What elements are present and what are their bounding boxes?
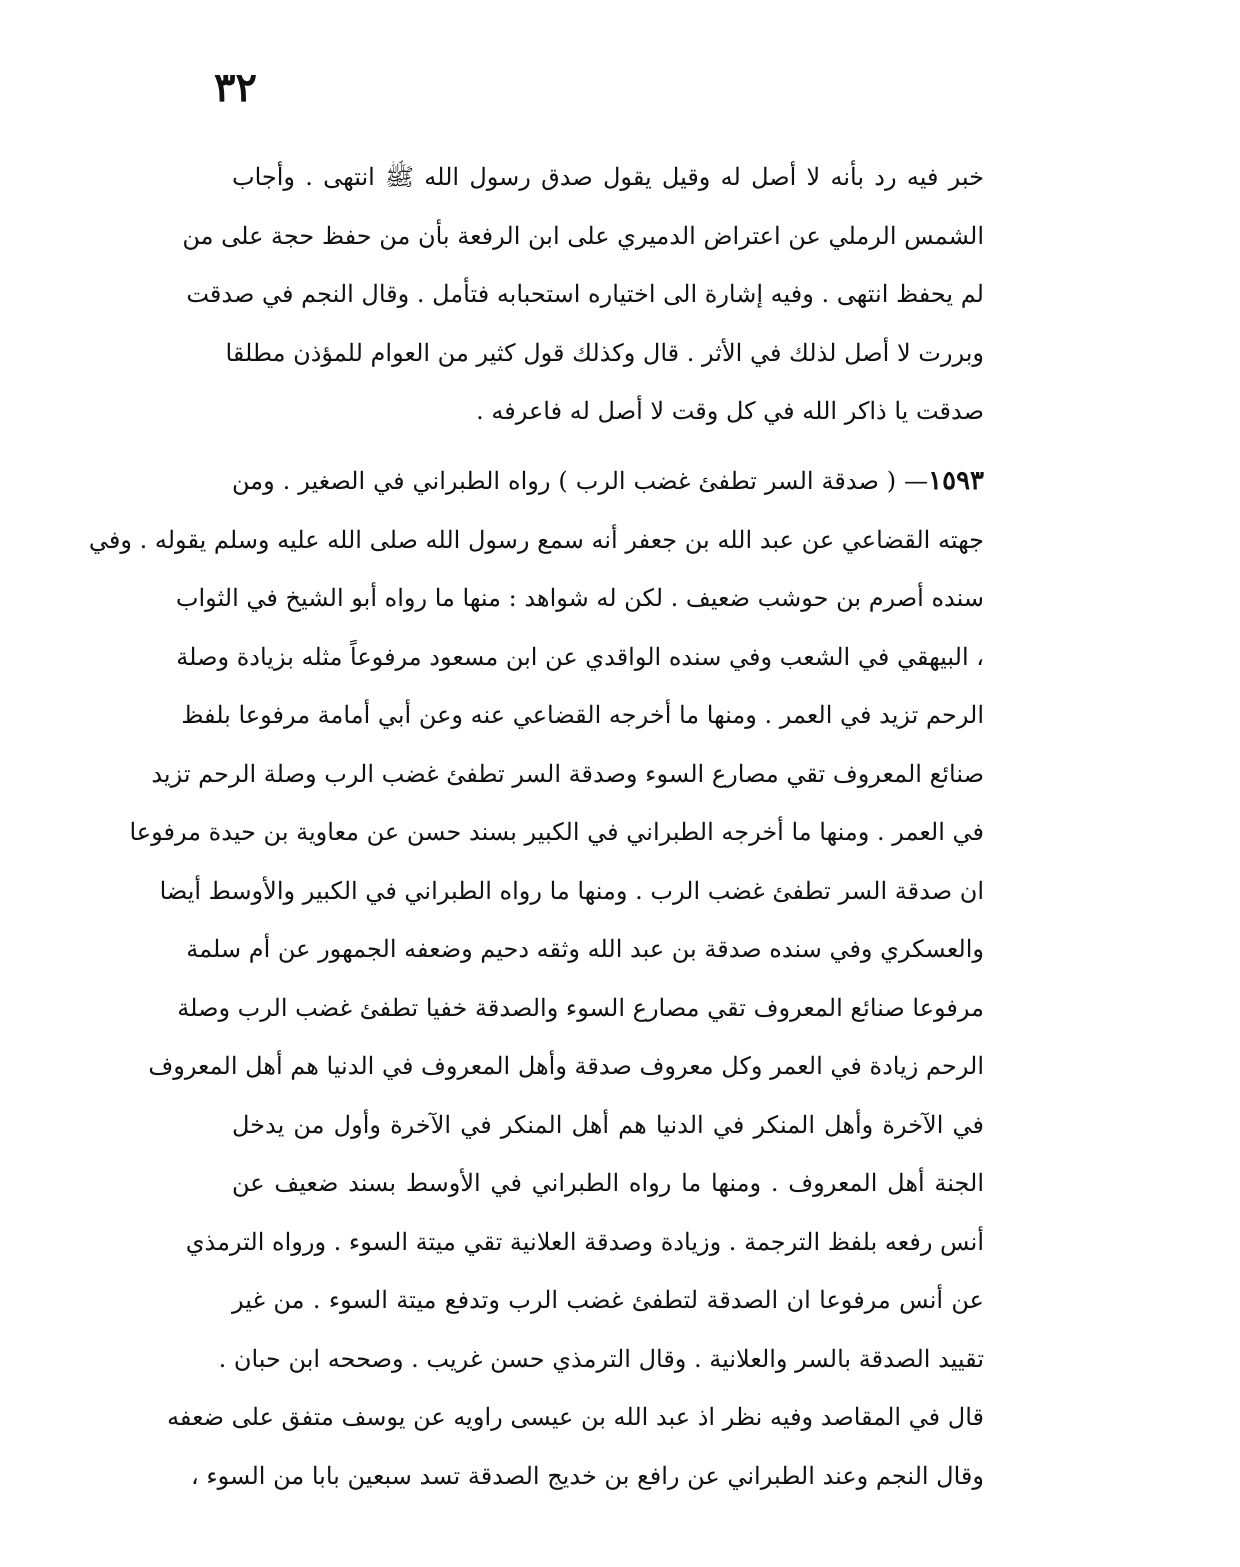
entry-paragraph: [88, 452, 984, 1505]
entry-number: ١٥٩٣: [928, 466, 984, 496]
text-line: ، البيهقي في الشعب وفي سنده الواقدي عن ابن مسعود مرفوعاً مثله بزيادة وصلة: [176, 642, 984, 671]
text-line: الشمس الرملي عن اعتراض الدميري على ابن الرفعة بأن من حفظ حجة على من: [182, 221, 984, 250]
text-line: في الآخرة وأهل المنكر في الدنيا هم أهل المنكر في الآخرة وأول من يدخل: [232, 1110, 984, 1139]
paragraph-continued: [182, 148, 984, 441]
text-line: صدقت يا ذاكر الله في كل وقت لا أصل له فاعرفه .: [476, 397, 984, 425]
text-line: مرفوعا صنائع المعروف تقي مصارع السوء والصدقة خفيا تطفئ غضب الرب وصلة: [177, 993, 984, 1022]
page-number: ٣٢: [214, 64, 257, 111]
text-line: صنائع المعروف تقي مصارع السوء وصدقة السر تطفئ غضب الرب وصلة الرحم تزيد: [151, 759, 984, 788]
text-line: لم يحفظ انتهى . وفيه إشارة الى اختياره استحبابه فتأمل . وقال النجم في صدقت: [186, 280, 984, 308]
text-line: والعسكري وفي سنده صدقة بن عبد الله وثقه دحيم وضعفه الجمهور عن أم سلمة: [186, 935, 984, 963]
text-line: الرحم تزيد في العمر . ومنها ما أخرجه القضاعي عنه وعن أبي أمامة مرفوعا بلفظ: [181, 701, 984, 729]
text-line: الجنة أهل المعروف . ومنها ما رواه الطبراني في الأوسط بسند ضعيف عن: [232, 1169, 984, 1197]
text-line: ان صدقة السر تطفئ غضب الرب . ومنها ما رواه الطبراني في الكبير والأوسط أيضا: [159, 876, 984, 905]
text-line: وبررت لا أصل لذلك في الأثر . قال وكذلك قول كثير من العوام للمؤذن مطلقا: [225, 338, 984, 367]
text-line: عن أنس مرفوعا ان الصدقة لتطفئ غضب الرب وتدفع ميتة السوء . من غير: [232, 1286, 984, 1314]
text-line: في العمر . ومنها ما أخرجه الطبراني في الكبير بسند حسن عن معاوية بن حيدة مرفوعا: [129, 818, 984, 846]
entry-heading-text: — ( صدقة السر تطفئ غضب الرب ) رواه الطبراني في الصغير . ومن: [232, 467, 929, 495]
text-line: أنس رفعه بلفظ الترجمة . وزيادة وصدقة العلانية تقي ميتة السوء . ورواه الترمذي: [185, 1227, 984, 1256]
text-line: وقال النجم وعند الطبراني عن رافع بن خديج الصدقة تسد سبعين بابا من السوء ،: [191, 1461, 984, 1490]
entry-heading-line: [232, 452, 984, 511]
text-line: تقييد الصدقة بالسر والعلانية . وقال الترمذي حسن غريب . وصححه ابن حبان .: [218, 1344, 984, 1373]
text-line: خبر فيه رد بأنه لا أصل له وقيل يقول صدق رسول الله ﷺ انتهى . وأجاب: [232, 163, 984, 191]
text-line: قال في المقاصد وفيه نظر اذ عبد الله بن عيسى راويه عن يوسف متفق على ضعفه: [167, 1403, 984, 1431]
text-line: سنده أصرم بن حوشب ضعيف . لكن له شواهد : منها ما رواه أبو الشيخ في الثواب: [175, 584, 984, 612]
text-line: جهته القضاعي عن عبد الله بن جعفر أنه سمع رسول الله صلى الله عليه وسلم يقوله . وفي: [88, 525, 984, 554]
text-line: الرحم زيادة في العمر وكل معروف صدقة وأهل المعروف في الدنيا هم أهل المعروف: [148, 1052, 984, 1080]
